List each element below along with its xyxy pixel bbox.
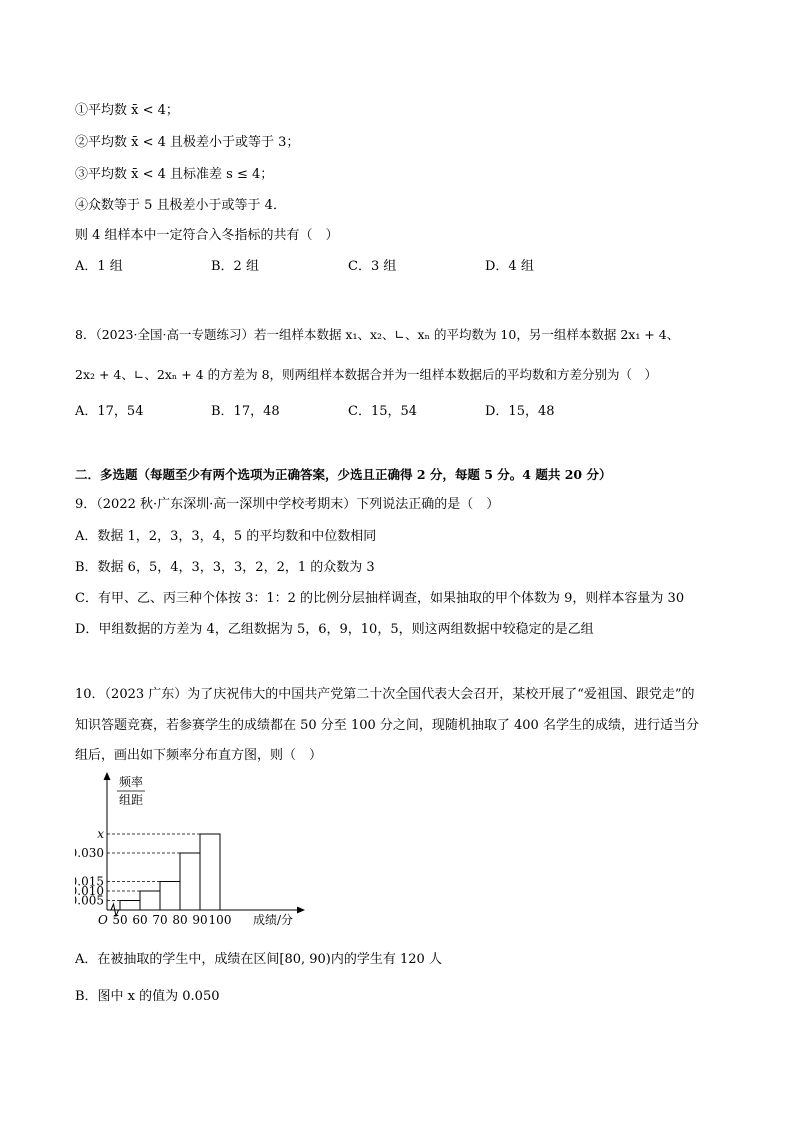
x-axis-arrow-icon [297, 907, 305, 914]
q9-option-b[interactable]: B．数据 6，5，4，3，3，3，2，2，1 的众数为 3 [75, 560, 375, 575]
y-axis-label-bottom: 组距 [119, 793, 144, 807]
histogram-bar [180, 853, 200, 910]
frequency-histogram [75, 770, 315, 944]
y-tick-label: .030 [77, 846, 104, 860]
x-axis-label: 成绩/分 [253, 913, 294, 927]
x-tick-label: 100 [208, 913, 232, 927]
q8-option-b[interactable]: B．17，48 [211, 404, 280, 419]
q10-stem-line2: 知识答题竞赛，若参赛学生的成绩都在 50 分至 100 分之间，现随机抽取了 400 名学生的成绩，进行适当分 [75, 718, 699, 733]
histogram-svg [75, 770, 315, 940]
q10-stem-line3: 组后，画出如下频率分布直方图，则（ ） [75, 748, 323, 763]
q9-stem: 9．（2022 秋·广东深圳·高一深圳中学校考期末）下列说法正确的是（ ） [75, 497, 500, 512]
q7-options [75, 258, 675, 276]
x-tick-label: 60 [132, 913, 148, 927]
q8-stem-line1: 8．（2023·全国·高一专题练习）若一组样本数据 x₁、x₂、∟、xₙ 的平均数为 10，另一组样本数据 2x₁ + 4、 [75, 327, 680, 342]
y-axis-label-top: 频率 [119, 775, 144, 789]
histogram-bar [200, 834, 220, 910]
section-heading: 二．多选题（每题至少有两个选项为正确答案，少选且正确得 2 分，每题 5 分。4 题共 20 分） [75, 467, 612, 482]
q10-stem-line1: 10．（2023 广东）为了庆祝伟大的中国共产党第二十次全国代表大会召开，某校开展了“爱祖国、跟党走”的 [75, 687, 695, 702]
q7-option-b[interactable]: B．2 组 [211, 259, 259, 274]
origin-label: O [98, 913, 108, 927]
y-tick-label: x [97, 827, 104, 841]
y-tick-label: .005 [77, 893, 104, 908]
q7-option-c[interactable]: C．3 组 [348, 259, 397, 274]
histogram-bar [140, 891, 160, 910]
q8-option-d[interactable]: D．15，48 [485, 404, 555, 419]
y-tick-label: .015 [77, 874, 104, 889]
q9-option-a[interactable]: A．数据 1，2，3，3，4，5 的平均数和中位数相同 [75, 529, 377, 544]
x-tick-label: 50 [112, 913, 128, 927]
q7-item-2: ②平均数 x̄ < 4 且极差小于或等于 3； [75, 135, 300, 150]
q7-question: 则 4 组样本中一定符合入冬指标的共有（ ） [75, 228, 339, 243]
q8-option-c[interactable]: C．15，54 [348, 404, 418, 419]
q8-option-a[interactable]: A．17，54 [75, 404, 144, 419]
q7-option-a[interactable]: A．1 组 [75, 259, 123, 274]
q7-item-3: ③平均数 x̄ < 4 且标准差 s ≤ 4； [75, 167, 274, 182]
q8-stem-line2: 2x₂ + 4、∟、2xₙ + 4 的方差为 8，则两组样本数据合并为一组样本数据后的平均数和方差分别为（ ） [75, 367, 658, 382]
y-tick-label: .010 [77, 884, 104, 898]
x-tick-label: 80 [172, 913, 188, 927]
q8-options [75, 403, 675, 421]
x-tick-label: 90 [192, 913, 208, 927]
q10-option-a[interactable]: A．在被抽取的学生中，成绩在区间[80, 90)内的学生有 120 人 [75, 952, 442, 967]
histogram-bar [120, 901, 140, 911]
q9-option-d[interactable]: D．甲组数据的方差为 4，乙组数据为 5，6，9，10，5，则这两组数据中较稳定的是乙组 [75, 622, 594, 637]
q7-option-d[interactable]: D．4 组 [485, 259, 534, 274]
histogram-bar [160, 882, 180, 911]
q7-item-4: ④众数等于 5 且极差小于或等于 4． [75, 198, 286, 213]
q7-item-1: ①平均数 x̄ < 4； [75, 103, 179, 118]
q10-option-b[interactable]: B．图中 x 的值为 0.050 [75, 989, 220, 1004]
q9-option-c[interactable]: C．有甲、乙、丙三种个体按 3：1：2 的比例分层抽样调查，如果抽取的甲个体数为 9，则样本容量为 30 [75, 591, 685, 606]
x-tick-label: 70 [152, 913, 168, 927]
y-axis-arrow-icon [104, 772, 111, 780]
